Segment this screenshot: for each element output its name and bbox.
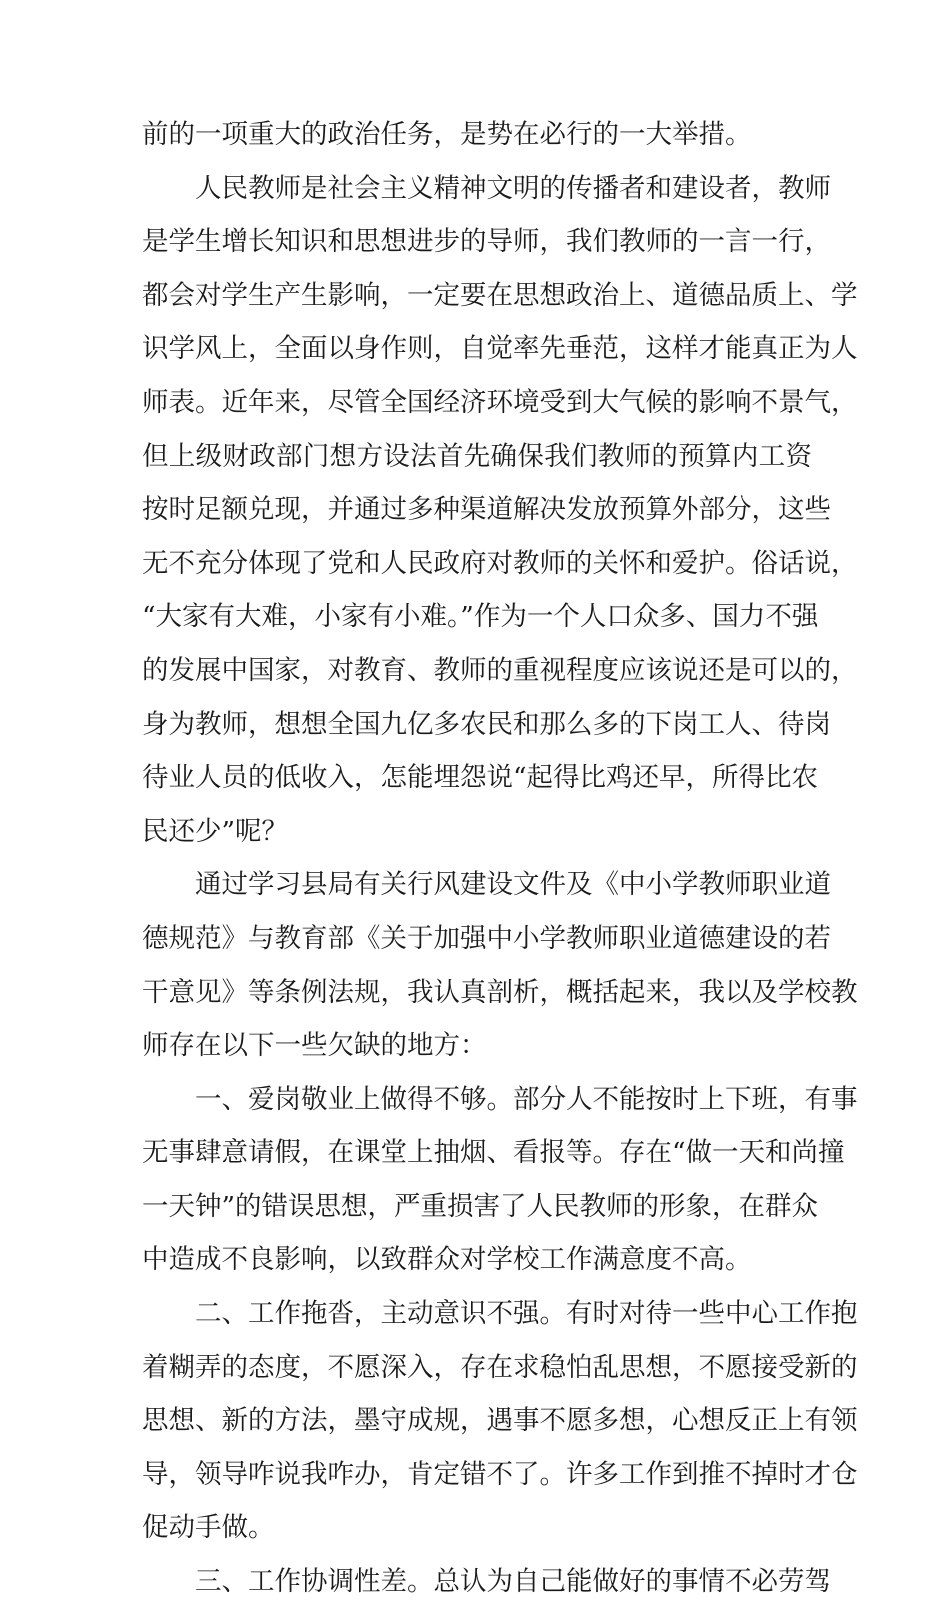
text-line: 一、爱岗敬业上做得不够。部分人不能按时上下班，有事 [195, 1083, 858, 1115]
text-line: 但上级财政部门想方设法首先确保我们教师的预算内工资 [142, 440, 812, 472]
text-line: 导，领导咋说我咋办，肯定错不了。许多工作到推不掉时才仓 [142, 1458, 858, 1490]
text-line: 待业人员的低收入，怎能埋怨说“起得比鸡还早，所得比农 [142, 762, 819, 794]
text-line: 是学生增长知识和思想进步的导师，我们教师的一言一行， [142, 226, 831, 258]
text-line: 促动手做。 [142, 1512, 275, 1544]
text-line: 按时足额兑现，并通过多种渠道解决发放预算外部分，这些 [142, 494, 831, 526]
text-line: 前的一项重大的政治任务，是势在必行的一大举措。 [142, 119, 752, 150]
text-line: 着糊弄的态度，不愿深入，存在求稳怕乱思想，不愿接受新的 [142, 1351, 858, 1383]
text-line: 民还少”呢？ [142, 815, 289, 847]
text-line: 识学风上，全面以身作则，自觉率先垂范，这样才能真正为人 [142, 333, 858, 365]
text-line: 都会对学生产生影响，一定要在思想政治上、道德品质上、学 [142, 279, 858, 311]
text-line: “大家有大难，小家有小难。”作为一个人口众多、国力不强 [142, 601, 819, 633]
text-line: 无事肆意请假，在课堂上抽烟、看报等。存在“做一天和尚撞 [142, 1137, 845, 1169]
text-line: 一天钟”的错误思想，严重损害了人民教师的形象，在群众 [142, 1190, 819, 1222]
text-line: 干意见》等条例法规，我认真剖析，概括起来，我以及学校教 [142, 976, 858, 1008]
text-line: 身为教师，想想全国九亿多农民和那么多的下岗工人、待岗 [142, 708, 831, 740]
text-line: 无不充分体现了党和人民政府对教师的关怀和爱护。俗话说， [142, 547, 858, 579]
text-line: 德规范》与教育部《关于加强中小学教师职业道德建设的若 [142, 922, 831, 954]
text-line: 师表。近年来，尽管全国经济环境受到大气候的影响不景气， [142, 386, 858, 418]
text-line: 三、工作协调性差。总认为自己能做好的事情不必劳驾 [195, 1566, 831, 1598]
body-text [142, 108, 858, 1609]
text-line: 中造成不良影响，以致群众对学校工作满意度不高。 [142, 1244, 752, 1276]
text-line: 思想、新的方法，墨守成规，遇事不愿多想，心想反正上有领 [142, 1405, 858, 1437]
text-line: 师存在以下一些欠缺的地方： [142, 1030, 487, 1062]
text-line: 通过学习县局有关行风建设文件及《中小学教师职业道 [195, 869, 831, 901]
text-line: 的发展中国家，对教育、教师的重视程度应该说还是可以的， [142, 654, 858, 686]
text-line: 人民教师是社会主义精神文明的传播者和建设者，教师 [195, 172, 831, 204]
text-line: 二、工作拖沓，主动意识不强。有时对待一些中心工作抱 [195, 1298, 858, 1330]
